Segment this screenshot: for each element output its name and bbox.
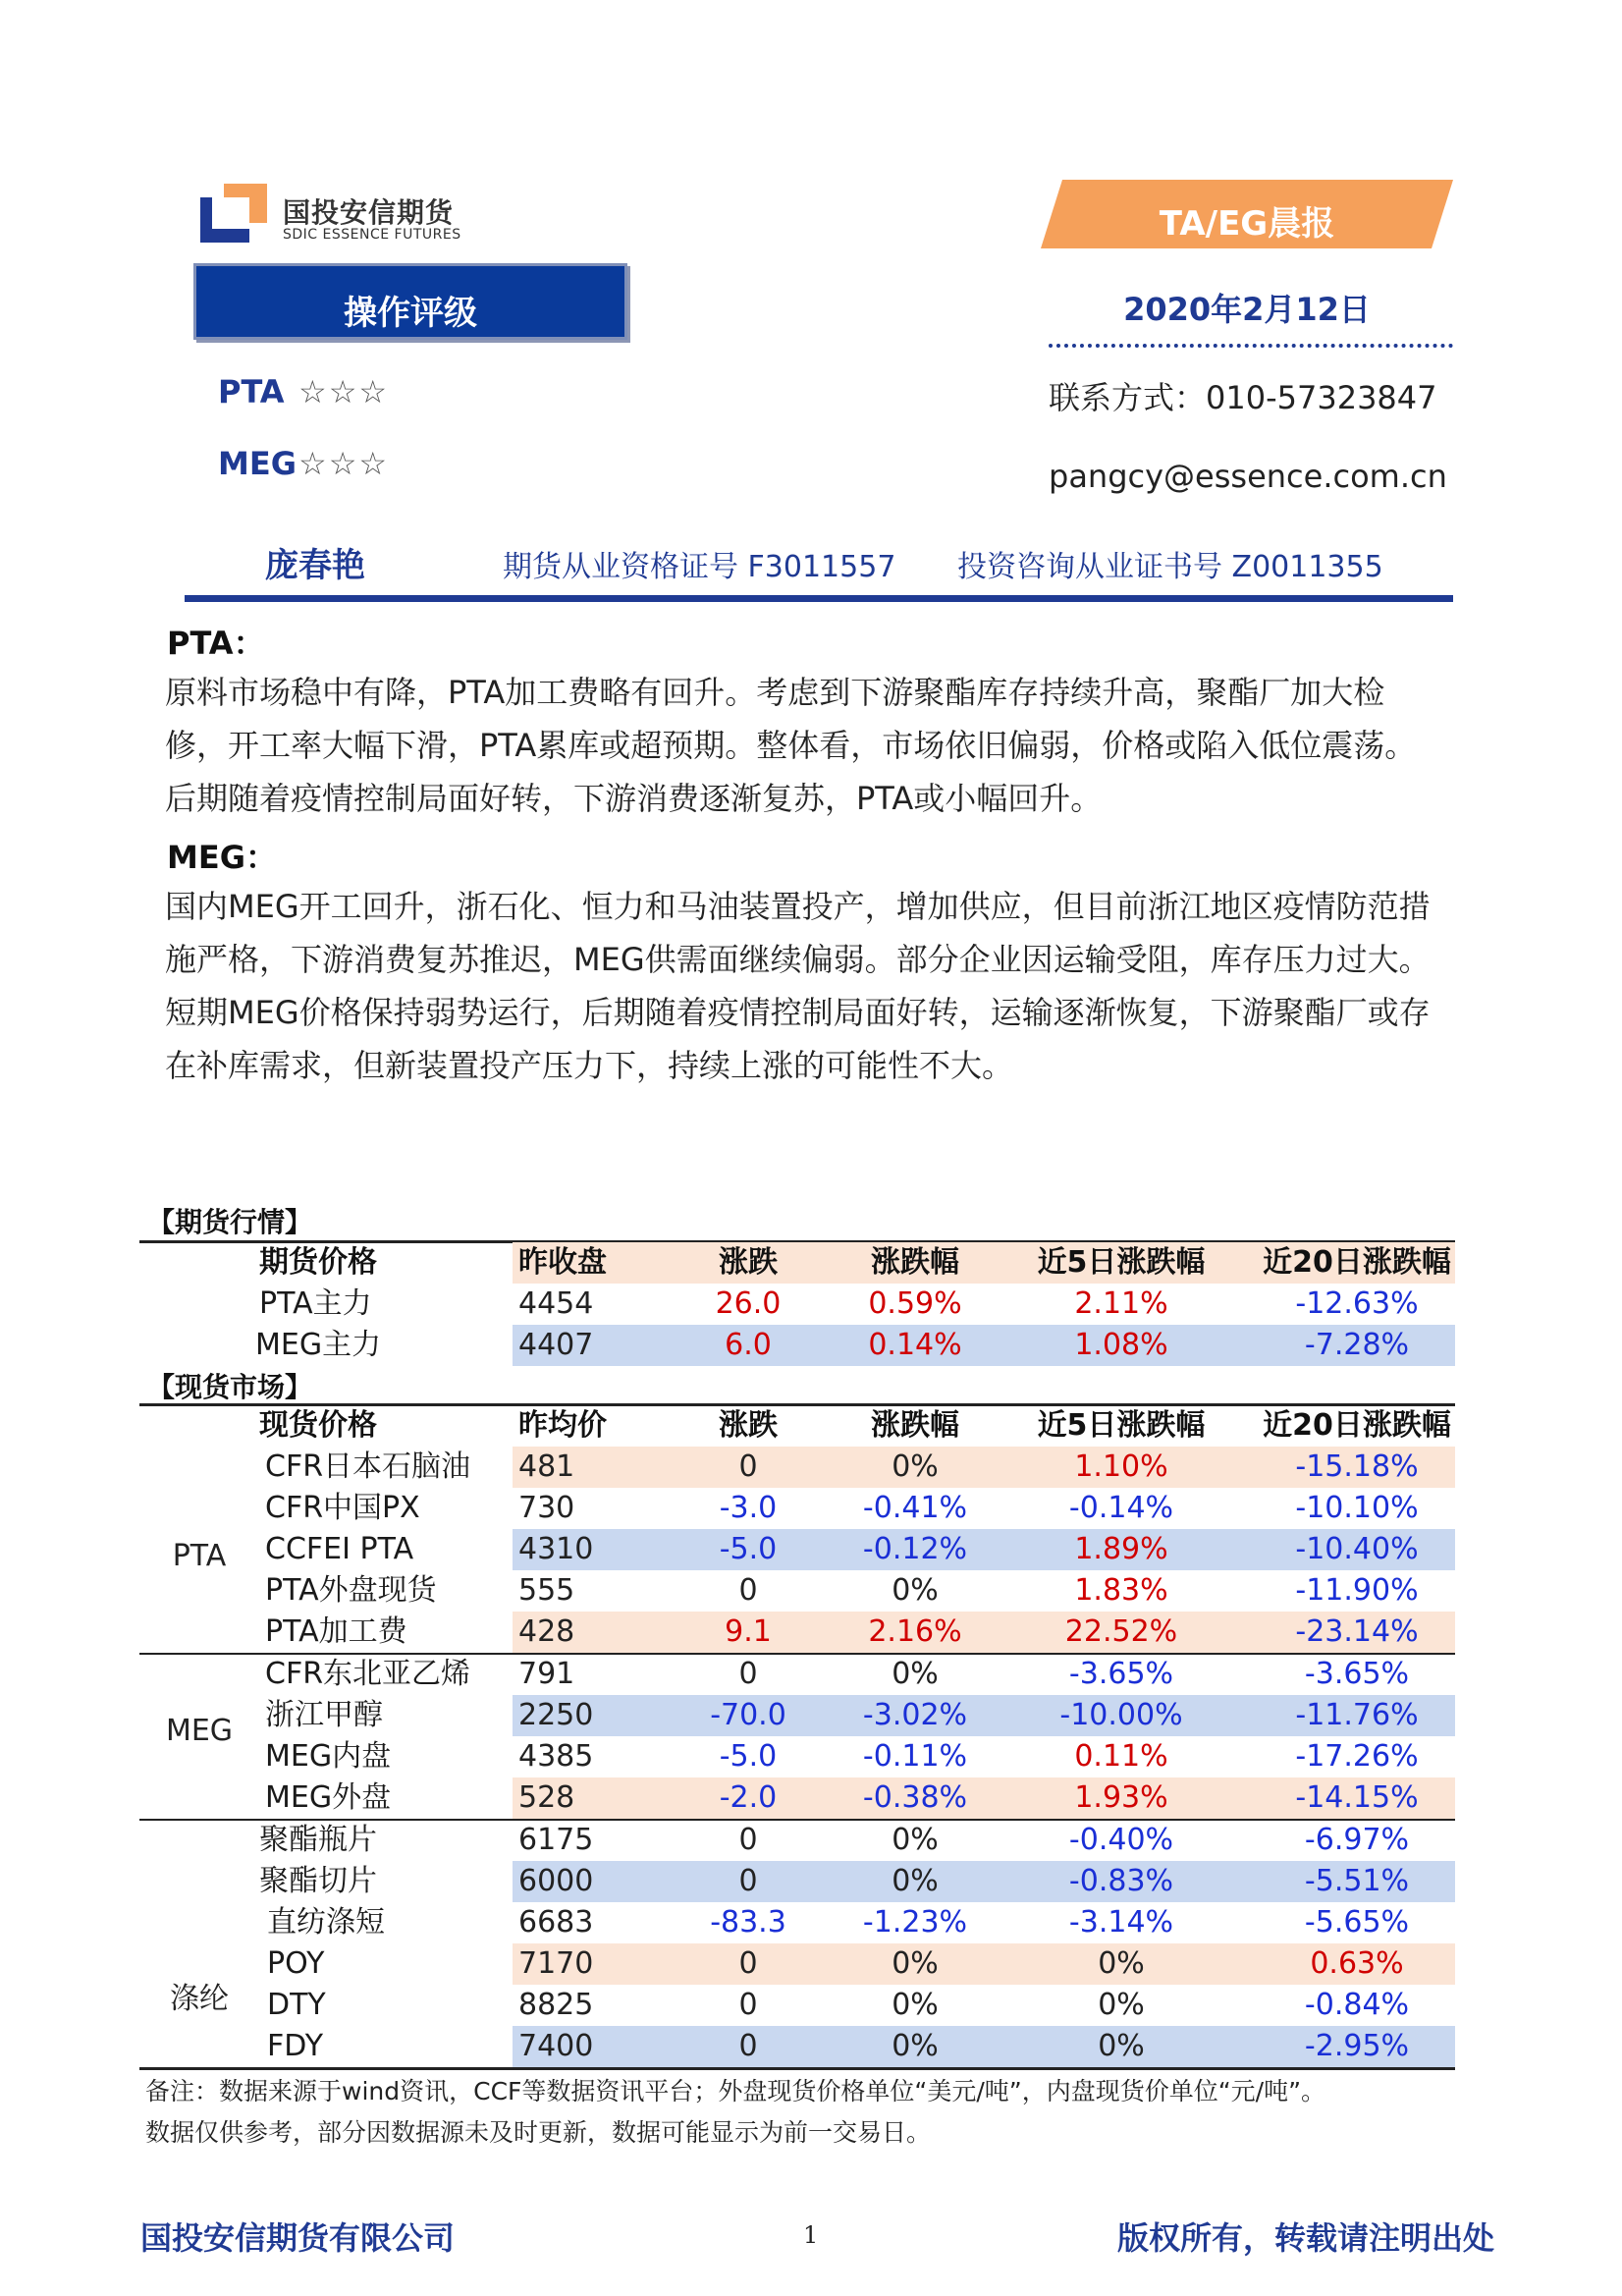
row-name: POY <box>267 1946 325 1981</box>
value-cell: -0.38% <box>862 1780 968 1815</box>
table-row <box>139 1902 1455 1943</box>
value-cell: 0.11% <box>1074 1739 1168 1774</box>
row-name: 聚酯切片 <box>259 1864 377 1898</box>
header-cell: 涨跌幅 <box>871 1408 959 1443</box>
table-row <box>139 2026 1455 2067</box>
value-cell: 0 <box>738 1657 758 1691</box>
rating-product-pta: PTA <box>218 373 285 410</box>
value-cell: 2250 <box>518 1698 594 1732</box>
company-logo-icon <box>200 184 267 243</box>
value-cell: 0% <box>892 1657 939 1691</box>
contact-phone: 联系方式：010-57323847 <box>1049 379 1437 416</box>
value-cell: -0.84% <box>1304 1988 1410 2022</box>
value-cell: 8825 <box>518 1988 594 2022</box>
header-cell: 涨跌幅 <box>871 1245 959 1280</box>
invest-cert-number: 投资咨询从业证书号 Z0011355 <box>957 550 1383 584</box>
value-cell: 4310 <box>518 1532 594 1566</box>
group-label-pta: PTA <box>172 1539 227 1573</box>
value-cell: -7.28% <box>1304 1328 1410 1362</box>
author-name: 庞春艳 <box>265 546 365 585</box>
value-cell: -83.3 <box>710 1905 786 1940</box>
table-row <box>139 1570 1455 1612</box>
value-cell: 4385 <box>518 1739 594 1774</box>
value-cell: 0 <box>738 2029 758 2063</box>
header-cell: 近5日涨跌幅 <box>1037 1245 1206 1280</box>
value-cell: 7170 <box>518 1946 594 1981</box>
value-cell: 0% <box>892 1823 939 1857</box>
logo-company-name: 国投安信期货 <box>283 196 455 229</box>
value-cell: -2.0 <box>719 1780 778 1815</box>
value-cell: -0.11% <box>862 1739 968 1774</box>
table-row <box>139 1325 1455 1366</box>
value-cell: 4454 <box>518 1286 594 1321</box>
value-cell: -0.83% <box>1068 1864 1174 1898</box>
value-cell: 2.16% <box>868 1614 962 1649</box>
value-cell: -10.00% <box>1059 1698 1183 1732</box>
group-label-polyester: 涤纶 <box>170 1982 229 2016</box>
futures-cert-number: 期货从业资格证号 F3011557 <box>503 550 896 584</box>
spot-header-row <box>139 1405 1455 1447</box>
table-rule <box>139 2067 1455 2070</box>
value-cell: -23.14% <box>1295 1614 1419 1649</box>
logo-english-name: SDIC ESSENCE FUTURES <box>283 227 461 243</box>
section-paragraph-meg <box>165 880 1451 1092</box>
report-title: TA/EG晨报 <box>1159 204 1335 244</box>
dotted-divider <box>1049 344 1453 348</box>
value-cell: -0.41% <box>862 1491 968 1525</box>
row-name: CFR中国PX <box>265 1491 420 1525</box>
contact-email[interactable]: pangcy@essence.com.cn <box>1049 458 1447 495</box>
row-name: 浙江甲醇 <box>265 1698 383 1732</box>
header-cell: 涨跌 <box>719 1245 778 1280</box>
row-name: CFR东北亚乙烯 <box>265 1657 471 1691</box>
row-name: PTA外盘现货 <box>265 1573 437 1608</box>
value-cell: -3.02% <box>862 1698 968 1732</box>
table-row <box>139 1488 1455 1529</box>
value-cell: -12.63% <box>1295 1286 1419 1321</box>
rating-header-box <box>193 263 627 340</box>
value-cell: 0 <box>738 1988 758 2022</box>
value-cell: -5.0 <box>719 1532 778 1566</box>
row-name: DTY <box>267 1988 326 2022</box>
value-cell: 428 <box>518 1614 575 1649</box>
row-name: CFR日本石脑油 <box>265 1449 471 1484</box>
header-cell: 昨均价 <box>518 1408 607 1443</box>
value-cell: 481 <box>518 1449 575 1484</box>
value-cell: 0 <box>738 1946 758 1981</box>
table-row <box>139 1695 1455 1736</box>
value-cell: 26.0 <box>715 1286 782 1321</box>
value-cell: 7400 <box>518 2029 594 2063</box>
row-name: MEG外盘 <box>265 1780 392 1815</box>
rating-stars-pta: ☆☆☆ <box>298 373 390 410</box>
row-name: PTA主力 <box>259 1286 372 1321</box>
value-cell: 0% <box>892 1449 939 1484</box>
value-cell: 22.52% <box>1064 1614 1178 1649</box>
value-cell: 1.83% <box>1074 1573 1168 1608</box>
value-cell: -5.51% <box>1304 1864 1410 1898</box>
value-cell: 0% <box>892 1573 939 1608</box>
value-cell: 0.14% <box>868 1328 962 1362</box>
table-row <box>139 1943 1455 1985</box>
value-cell: 0% <box>892 1864 939 1898</box>
value-cell: 0 <box>738 1573 758 1608</box>
paragraph-line: 在补库需求，但新装置投产压力下，持续上涨的可能性不大。 <box>165 1047 1014 1084</box>
header-cell: 涨跌 <box>719 1408 778 1443</box>
value-cell: -5.65% <box>1304 1905 1410 1940</box>
table-row <box>139 1820 1455 1861</box>
row-name: PTA加工费 <box>265 1614 407 1649</box>
value-cell: -0.12% <box>862 1532 968 1566</box>
value-cell: 0% <box>1098 1946 1145 1981</box>
section-paragraph-pta <box>165 666 1451 825</box>
spot-table-title: 【现货市场】 <box>147 1371 313 1403</box>
header-cell: 近20日涨跌幅 <box>1263 1245 1451 1280</box>
value-cell: 0% <box>1098 1988 1145 2022</box>
value-cell: -3.14% <box>1068 1905 1174 1940</box>
section-heading-meg: MEG： <box>167 839 277 876</box>
table-row <box>139 1284 1455 1325</box>
rating-stars-meg: ☆☆☆ <box>298 445 390 482</box>
value-cell: -3.65% <box>1304 1657 1410 1691</box>
table-row <box>139 1447 1455 1488</box>
value-cell: 0 <box>738 1449 758 1484</box>
table-row <box>139 1736 1455 1777</box>
value-cell: -17.26% <box>1295 1739 1419 1774</box>
table-row <box>139 1777 1455 1819</box>
page-number: 1 <box>803 2221 819 2249</box>
value-cell: 1.08% <box>1074 1328 1168 1362</box>
value-cell: 6.0 <box>725 1328 772 1362</box>
value-cell: 1.93% <box>1074 1780 1168 1815</box>
row-name: CCFEI PTA <box>265 1532 414 1566</box>
value-cell: 6000 <box>518 1864 594 1898</box>
table-row <box>139 1985 1455 2026</box>
value-cell: -14.15% <box>1295 1780 1419 1815</box>
header-cell: 昨收盘 <box>518 1245 607 1280</box>
value-cell: 791 <box>518 1657 575 1691</box>
value-cell: 0 <box>738 1823 758 1857</box>
row-name: MEG内盘 <box>265 1739 392 1774</box>
value-cell: 555 <box>518 1573 575 1608</box>
table-row <box>139 1612 1455 1653</box>
author-divider <box>185 595 1453 602</box>
footer-copyright: 版权所有，转载请注明出处 <box>1117 2219 1495 2257</box>
value-cell: 0% <box>892 2029 939 2063</box>
group-label-meg: MEG <box>165 1714 234 1748</box>
report-date: 2020年2月12日 <box>1123 291 1371 328</box>
value-cell: 6175 <box>518 1823 594 1857</box>
value-cell: -10.10% <box>1295 1491 1419 1525</box>
section-heading-pta: PTA： <box>167 625 265 662</box>
rating-title: 操作评级 <box>344 294 477 333</box>
value-cell: 1.89% <box>1074 1532 1168 1566</box>
header-cell: 近5日涨跌幅 <box>1037 1408 1206 1443</box>
value-cell: 6683 <box>518 1905 594 1940</box>
header-cell: 期货价格 <box>259 1245 377 1280</box>
value-cell: 0.63% <box>1310 1946 1404 1981</box>
value-cell: -3.65% <box>1068 1657 1174 1691</box>
value-cell: -0.40% <box>1068 1823 1174 1857</box>
value-cell: -3.0 <box>719 1491 778 1525</box>
table-note: 备注：数据来源于wind资讯，CCF等数据资讯平台；外盘现货价格单位“美元/吨”，内盘现货价单位“元/吨”。 <box>145 2077 1326 2105</box>
value-cell: -6.97% <box>1304 1823 1410 1857</box>
footer-company: 国投安信期货有限公司 <box>140 2219 456 2257</box>
row-name: FDY <box>267 2029 324 2063</box>
value-cell: 528 <box>518 1780 575 1815</box>
value-cell: 2.11% <box>1074 1286 1168 1321</box>
paragraph-line: 后期随着疫情控制局面好转，下游消费逐渐复苏，PTA或小幅回升。 <box>165 780 1103 817</box>
value-cell: -2.95% <box>1304 2029 1410 2063</box>
table-row <box>139 1529 1455 1570</box>
value-cell: 730 <box>518 1491 575 1525</box>
row-name: MEG主力 <box>255 1328 382 1362</box>
paragraph-line: 国内MEG开工回升，浙石化、恒力和马油装置投产，增加供应，但目前浙江地区疫情防范措 <box>165 888 1431 925</box>
table-row <box>139 1861 1455 1902</box>
header-cell: 现货价格 <box>259 1408 377 1443</box>
value-cell: -10.40% <box>1295 1532 1419 1566</box>
value-cell: -11.90% <box>1295 1573 1419 1608</box>
table-note: 数据仅供参考，部分因数据源未及时更新，数据可能显示为前一交易日。 <box>145 2118 932 2147</box>
value-cell: 0% <box>892 1946 939 1981</box>
value-cell: 0 <box>738 1864 758 1898</box>
value-cell: 0% <box>892 1988 939 2022</box>
row-name: 直纺涤短 <box>267 1905 385 1940</box>
value-cell: -0.14% <box>1068 1491 1174 1525</box>
value-cell: -70.0 <box>710 1698 786 1732</box>
value-cell: 1.10% <box>1074 1449 1168 1484</box>
paragraph-line: 原料市场稳中有降，PTA加工费略有回升。考虑到下游聚酯库存持续升高，聚酯厂加大检 <box>165 674 1385 711</box>
value-cell: -15.18% <box>1295 1449 1419 1484</box>
rating-product-meg: MEG <box>218 445 297 482</box>
table-row <box>139 1654 1455 1695</box>
value-cell: 0.59% <box>868 1286 962 1321</box>
paragraph-line: 施严格，下游消费复苏推迟，MEG供需面继续偏弱。部分企业因运输受阻，库存压力过大。 <box>165 941 1431 978</box>
value-cell: -5.0 <box>719 1739 778 1774</box>
report-title-banner <box>1041 180 1453 248</box>
value-cell: -1.23% <box>862 1905 968 1940</box>
futures-header-row <box>139 1242 1455 1284</box>
value-cell: 9.1 <box>725 1614 772 1649</box>
header-cell: 近20日涨跌幅 <box>1263 1408 1451 1443</box>
paragraph-line: 短期MEG价格保持弱势运行，后期随着疫情控制局面好转，运输逐渐恢复，下游聚酯厂或存 <box>165 994 1431 1031</box>
row-name: 聚酯瓶片 <box>259 1823 377 1857</box>
value-cell: 0% <box>1098 2029 1145 2063</box>
paragraph-line: 修，开工率大幅下滑，PTA累库或超预期。整体看，市场依旧偏弱，价格或陷入低位震荡。 <box>165 727 1417 764</box>
futures-table-title: 【期货行情】 <box>147 1206 313 1238</box>
value-cell: -11.76% <box>1295 1698 1419 1732</box>
value-cell: 4407 <box>518 1328 594 1362</box>
